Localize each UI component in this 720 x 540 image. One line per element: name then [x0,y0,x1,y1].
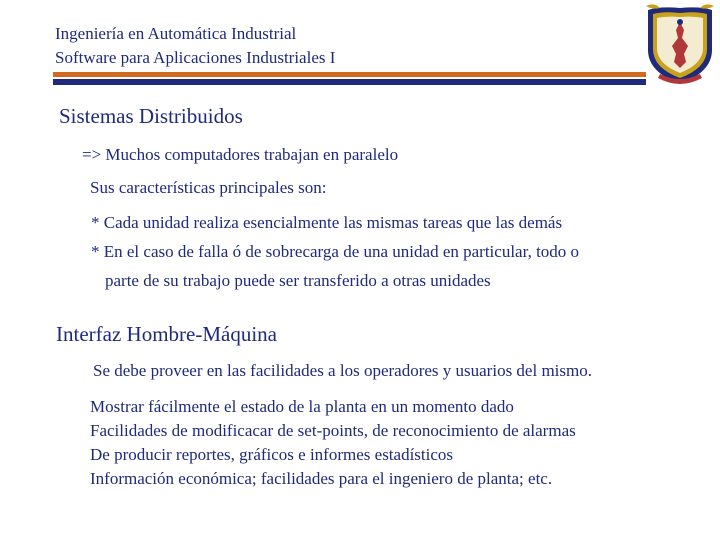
bullet-item: * En el caso de falla ó de sobrecarga de una unidad en particular, todo o [91,242,580,261]
header-divider-blue [53,79,646,85]
section-title-hmi: Interfaz Hombre-Máquina [56,322,277,346]
arrow-statement: => Muchos computadores trabajan en paralelo [82,145,399,164]
header-line-1: Ingeniería en Automática Industrial [55,24,297,43]
bullet-item-continuation: parte de su trabajo puede ser transferido a otras unidades [105,271,491,290]
bullet-item: * Cada unidad realiza esencialmente las mismas tareas que las demás [91,213,563,232]
list-item: Mostrar fácilmente el estado de la planta en un momento dado [90,397,514,416]
university-seal-icon [640,2,720,88]
section-title-distributed: Sistemas Distribuidos [59,104,243,128]
list-item: Facilidades de modificacar de set-points, de reconocimiento de alarmas [90,421,576,440]
characteristics-intro: Sus características principales son: [90,178,327,197]
list-item: Información económica; facilidades para el ingeniero de planta; etc. [90,469,553,488]
list-item: De producir reportes, gráficos e informes estadísticos [90,445,454,464]
header-divider-orange [53,72,646,77]
hmi-intro: Se debe proveer en las facilidades a los operadores y usuarios del mismo. [93,361,592,380]
header-line-2: Software para Aplicaciones Industriales I [55,48,336,67]
